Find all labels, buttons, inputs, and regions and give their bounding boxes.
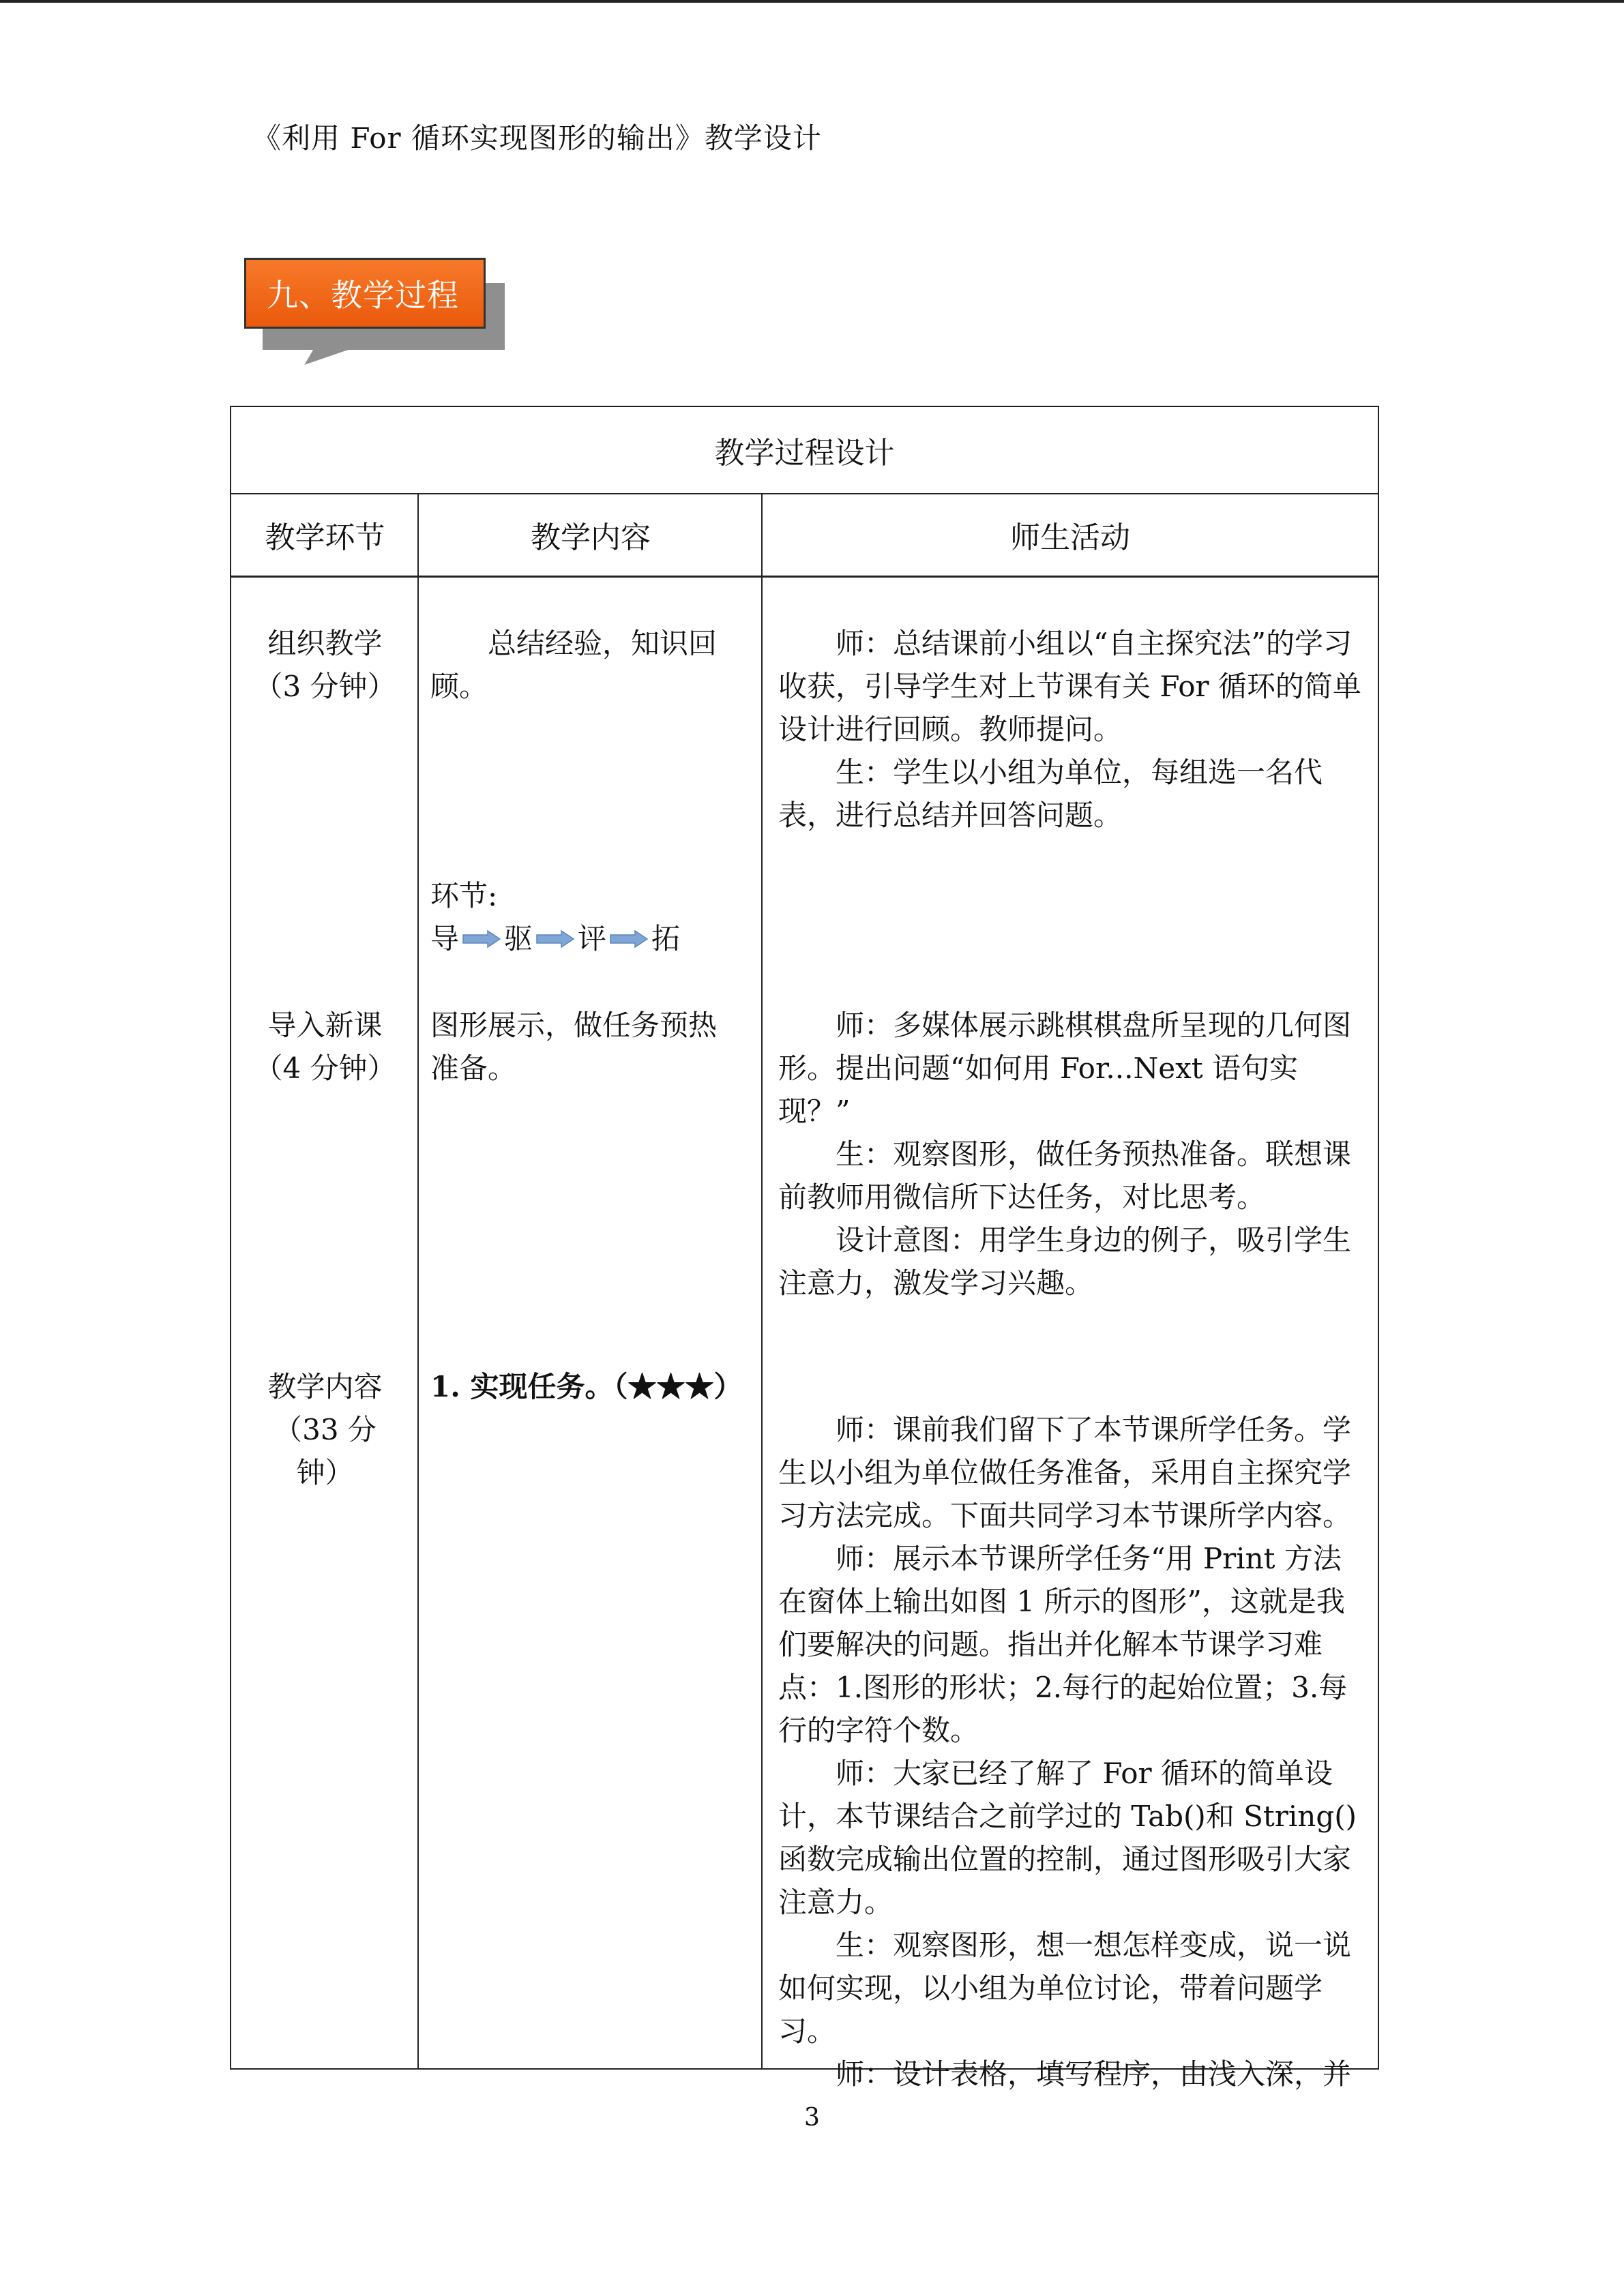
activity-paragraph: 生：观察图形，想一想怎样变成，说一说如何实现，以小组为单位讨论，带着问题学习。 bbox=[778, 1928, 1352, 2048]
flow-step: 拓 bbox=[651, 922, 681, 955]
activity-paragraph: 师：设计表格，填写程序，由浅入深，并 bbox=[836, 2057, 1352, 2091]
column-header-stage: 教学环节 bbox=[231, 493, 419, 578]
lesson-process-table bbox=[230, 406, 1379, 2091]
activity-paragraph: 师：总结课前小组以“自主探究法”的学习收获，引导学生对上节课有关 For 循环的简单设计进行回顾。教师提问。 bbox=[778, 627, 1361, 746]
flow-step: 驱 bbox=[504, 922, 533, 955]
section-banner bbox=[244, 258, 486, 329]
right-arrow-icon bbox=[462, 929, 501, 949]
stage-cell bbox=[231, 622, 419, 708]
flow-step: 评 bbox=[578, 922, 607, 955]
stage-duration: （33 分 bbox=[274, 1413, 377, 1446]
flow-step: 导 bbox=[430, 922, 460, 955]
running-header: 《利用 For 循环实现图形的输出》教学设计 bbox=[252, 121, 822, 155]
stage-name: 导入新课 bbox=[267, 1009, 383, 1042]
content-cell: 图形展示，做任务预热准备。 bbox=[430, 1009, 718, 1085]
column-divider bbox=[761, 493, 763, 2068]
flow-label: 环节: bbox=[430, 879, 498, 912]
content-cell: 1. 实现任务。（★★★） bbox=[430, 1370, 743, 1403]
activity-paragraph: 师：多媒体展示跳棋棋盘所呈现的几何图形。提出问题“如何用 For...Next 语句实现？” bbox=[778, 1009, 1352, 1128]
stage-duration: （4 分钟） bbox=[254, 1052, 396, 1085]
content-cell: 总结经验，知识回顾。 bbox=[430, 627, 718, 703]
section-label: 九、教学过程 bbox=[267, 277, 459, 314]
activity-cell bbox=[778, 1408, 1365, 2096]
stage-name: 组织教学 bbox=[267, 627, 383, 660]
activity-paragraph: 师：大家已经了解了 For 循环的简单设计，本节课结合之前学过的 Tab()和 String()函数完成输出位置的控制，通过图形吸引大家注意力。 bbox=[778, 1757, 1357, 1919]
column-header-content: 教学内容 bbox=[419, 493, 763, 578]
activity-cell bbox=[778, 622, 1365, 837]
column-header-activity: 师生活动 bbox=[763, 493, 1378, 578]
stage-cell bbox=[231, 1004, 419, 1090]
flow-steps bbox=[430, 917, 730, 960]
activity-paragraph: 生：学生以小组为单位，每组选一名代表，进行总结并回答问题。 bbox=[778, 756, 1323, 832]
stage-cell bbox=[231, 1365, 419, 1494]
right-arrow-icon bbox=[609, 929, 649, 949]
stage-name: 教学内容 bbox=[267, 1370, 383, 1403]
activity-cell bbox=[778, 1004, 1365, 1304]
activity-paragraph: 设计意图：用学生身边的例子，吸引学生注意力，激发学习兴趣。 bbox=[778, 1223, 1352, 1300]
column-divider bbox=[417, 493, 419, 2068]
top-border bbox=[0, 0, 1624, 3]
activity-paragraph: 生：观察图形，做任务预热准备。联想课前教师用微信所下达任务，对比思考。 bbox=[778, 1137, 1352, 1214]
activity-paragraph: 师：课前我们留下了本节课所学任务。学生以小组为单位做任务准备，采用自主探究学习方法完成。下面共同学习本节课所学内容。 bbox=[778, 1413, 1352, 1532]
activity-paragraph: 师：展示本节课所学任务“用 Print 方法在窗体上输出如图 1 所示的图形”，这就是我们要解决的问题。指出并化解本节课学习难点：1.图形的形状；2.每行的起始位置；3.每行的字符个数。 bbox=[778, 1542, 1348, 1747]
right-arrow-icon bbox=[535, 929, 575, 949]
flow-cell bbox=[430, 874, 730, 960]
page-number: 3 bbox=[804, 2104, 820, 2132]
table-title: 教学过程设计 bbox=[231, 407, 1378, 494]
stage-duration: 钟） bbox=[296, 1456, 354, 1489]
stage-duration: （3 分钟） bbox=[254, 670, 396, 703]
